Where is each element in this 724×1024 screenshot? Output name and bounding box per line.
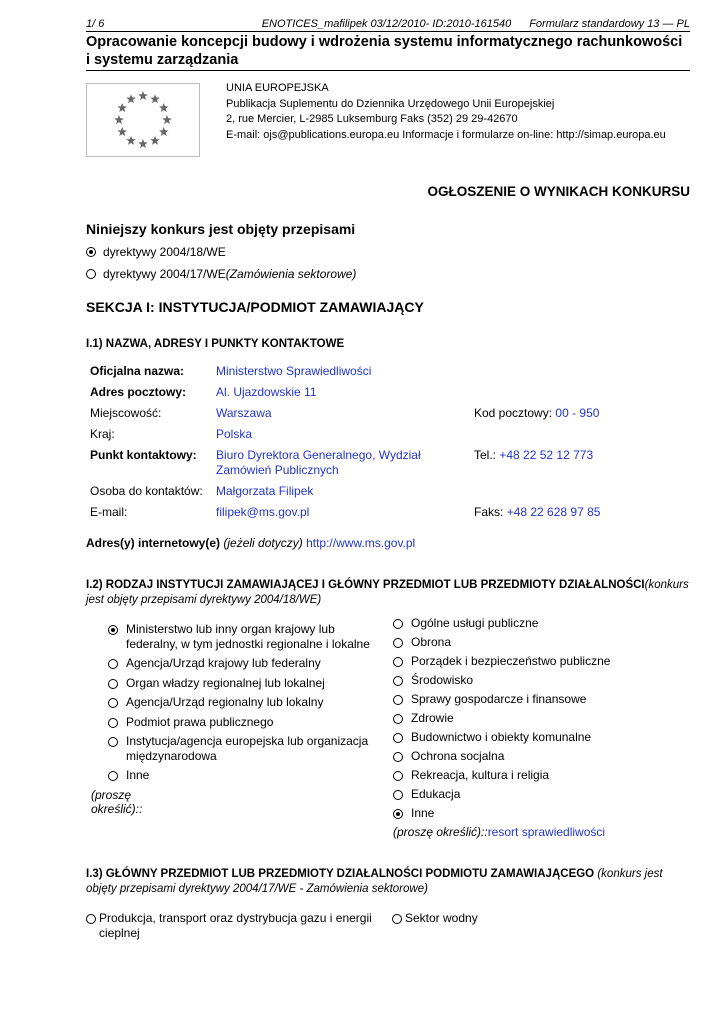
authority-option-public-law-body[interactable]: Podmiot prawa publicznego [108,715,381,730]
flag-star-icon [159,127,169,136]
radio-empty-icon [108,771,118,781]
law-heading: Niniejszy konkurs jest objęty przepisami [86,221,356,237]
flag-star-icon [150,136,160,145]
contact-label: Kraj: [90,427,115,441]
sector-option-water[interactable]: Sektor wodny [392,911,478,926]
contact-label: Punkt kontaktowy: [90,448,197,462]
flag-star-icon [138,91,148,100]
radio-empty-icon [86,269,96,279]
radio-empty-icon [393,714,403,724]
contact-value: Warszawa [216,406,272,420]
flag-star-icon [138,139,148,148]
activity-other-value: resort sprawiedliwości [487,825,606,839]
law-option-label: dyrektywy 2004/18/WE [103,245,226,259]
document-title: Opracowanie koncepcji budowy i wdrożenia systemu informatycznego rachunkowości i systemu zarządzania [86,33,690,71]
web-link[interactable]: http://www.ms.gov.pl [306,536,416,550]
authority-other-note: (proszę określić):: [91,787,143,816]
contact-row [86,406,690,421]
activity-list [381,616,690,839]
radio-empty-icon [392,914,402,924]
law-option-note: (Zamówienia sektorowe) [225,267,357,281]
activity-option[interactable]: Sprawy gospodarcze i finansowe [393,692,690,707]
activity-option[interactable]: Ochrona socjalna [393,749,690,764]
fax: Faks: +48 22 628 97 85 [474,505,601,519]
contact-value: Małgorzata Filipek [216,484,314,498]
radio-empty-icon [393,676,403,686]
i3-heading: I.3) GŁÓWNY PRZEDMIOT LUB PRZEDMIOTY DZIAŁALNOŚCI PODMIOTU ZAMAWIAJĄCEGO (konkurs jest objęty przepisami dyrektywy 2004/17/WE - Zamówienia sektorowe) [86,868,663,895]
authority-option-national-agency[interactable]: Agencja/Urząd krajowy lub federalny [108,656,381,671]
radio-empty-icon [108,679,118,689]
radio-selected-icon [393,809,403,819]
form-name: Formularz standardowy 13 — PL [529,18,690,30]
activity-option[interactable]: Porządek i bezpieczeństwo publiczne [393,654,690,669]
page-header [86,18,690,32]
flag-star-icon [162,115,172,124]
radio-empty-icon [393,695,403,705]
activity-option[interactable]: Ogólne usługi publiczne [393,616,690,631]
law-option-label: dyrektywy 2004/17/WE [103,267,226,281]
contact-label: Osoba do kontaktów: [90,484,203,498]
eu-publication-block [86,83,690,157]
flag-star-icon [117,127,127,136]
flag-star-icon [159,103,169,112]
i2-heading: I.2) RODZAJ INSTYTUCJI ZAMAWIAJĄCEJ I GŁÓWNY PRZEDMIOT LUB PRZEDMIOTY DZIAŁALNOŚCI(konkurs jest objęty przepisami dyrektywy 2004/18/WE) [86,579,689,606]
contact-table [86,364,690,520]
section-1-title: SEKCJA I: INSTYTUCJA/PODMIOT ZAMAWIAJĄCY [86,299,424,315]
activity-option[interactable]: Zdrowie [393,711,690,726]
contact-label: Adres pocztowy: [90,385,187,399]
authority-option-other[interactable]: Inne [108,768,381,783]
contact-label: Miejscowość: [90,406,162,420]
eu-publication: Publikacja Suplementu do Dziennika Urzędowego Unii Europejskiej [226,97,555,110]
eu-flag-icon [86,83,200,157]
i1-heading: I.1) NAZWA, ADRESY I PUNKTY KONTAKTOWE [86,338,345,350]
contact-value: Biuro Dyrektora Generalnego, Wydział Zamówień Publicznych [216,448,421,477]
radio-empty-icon [108,698,118,708]
radio-empty-icon [108,737,118,747]
phone: Tel.: +48 22 52 12 773 [474,448,594,462]
flag-star-icon [150,94,160,103]
authority-option-regional-agency[interactable]: Agencja/Urząd regionalny lub lokalny [108,695,381,710]
web-address: Adres(y) internetowy(e) (jeżeli dotyczy) http://www.ms.gov.pl [86,536,416,550]
page-number: 1/ 6 [86,18,105,30]
activity-other-note: (proszę określić)::resort sprawiedliwości [393,825,606,839]
contact-row [86,364,690,379]
radio-empty-icon [108,718,118,728]
contact-value: Ministerstwo Sprawiedliwości [216,364,372,378]
flag-star-icon [114,115,124,124]
radio-empty-icon [393,638,403,648]
contact-row [86,448,690,478]
eu-contact: E-mail: ojs@publications.europa.eu Informacje i formularze on-line: http://simap.europa.eu [226,128,666,141]
radio-empty-icon [393,752,403,762]
activity-option[interactable]: Rekreacja, kultura i religia [393,768,690,783]
i3-options [86,911,690,945]
radio-selected-icon [86,247,96,257]
activity-option[interactable]: Edukacja [393,787,690,802]
flag-star-icon [126,136,136,145]
contact-row [86,484,690,499]
radio-empty-icon [393,771,403,781]
activity-option-other[interactable]: Inne [393,806,690,821]
document-page [86,18,690,945]
activity-option[interactable]: Środowisko [393,673,690,688]
activity-option[interactable]: Obrona [393,635,690,650]
sector-option-gas-heat[interactable]: Produkcja, transport oraz dystrybucja gazu i energii cieplnej [86,911,392,940]
eu-name: UNIA EUROPEJSKA [226,82,329,94]
activity-option[interactable]: Budownictwo i obiekty komunalne [393,730,690,745]
radio-empty-icon [108,659,118,669]
notice-id: ENOTICES_mafilipek 03/12/2010- ID:2010-161540 [261,18,512,30]
radio-empty-icon [86,914,96,924]
authority-type-list [86,622,381,839]
flag-star-icon [117,103,127,112]
radio-empty-icon [393,733,403,743]
law-option-2004-18[interactable] [86,245,690,259]
contact-value: Al. Ujazdowskie 11 [216,385,317,399]
contact-value: Polska [216,427,253,441]
radio-selected-icon [108,625,118,635]
contact-label: E-mail: [90,505,128,519]
i2-options [86,616,690,839]
eu-address: 2, rue Mercier, L-2985 Luksemburg Faks (352) 29 29-42670 [226,113,518,125]
law-option-2004-17[interactable] [86,267,690,281]
authority-option-ministry[interactable]: Ministerstwo lub inny organ krajowy lub federalny, w tym jednostki regionalne i lokalne [108,622,381,651]
authority-option-european-institution[interactable]: Instytucja/agencja europejska lub organizacja międzynarodowa [108,734,381,763]
postal-code: Kod pocztowy: 00 - 950 [474,406,600,420]
radio-empty-icon [393,790,403,800]
email-link[interactable]: filipek@ms.gov.pl [216,505,310,519]
radio-empty-icon [393,657,403,667]
eu-publication-info [226,81,666,157]
notice-title: OGŁOSZENIE O WYNIKACH KONKURSU [427,184,690,199]
contact-label: Oficjalna nazwa: [90,364,185,378]
flag-star-icon [126,94,136,103]
radio-empty-icon [393,619,403,629]
contact-row [86,427,690,442]
contact-row [86,385,690,400]
authority-option-regional-authority[interactable]: Organ władzy regionalnej lub lokalnej [108,676,381,691]
contact-row [86,505,690,520]
